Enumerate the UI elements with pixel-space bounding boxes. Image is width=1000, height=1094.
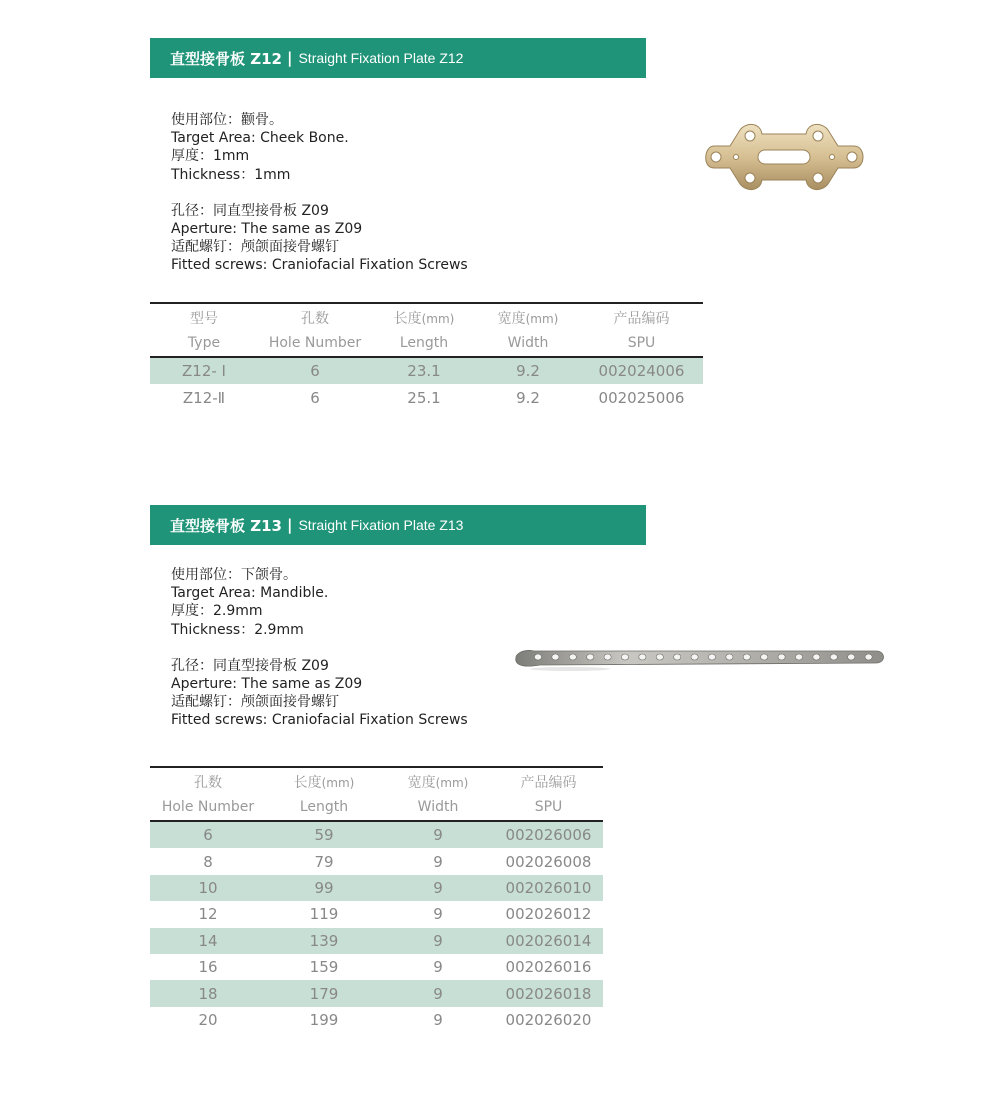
cell-width: 9 [433, 905, 443, 924]
header-en: Hole Number [161, 799, 255, 815]
desc-line: Target Area: Mandible. [171, 585, 329, 602]
table-row [150, 1007, 603, 1033]
header-en: Width [507, 335, 549, 351]
plate-hole [587, 654, 594, 660]
header-cn: 产品编码 [520, 775, 577, 791]
plate-hole [534, 654, 541, 660]
cell-width: 9 [433, 852, 443, 871]
cell-spu: 002026016 [505, 958, 592, 977]
cell-holes: 12 [198, 905, 218, 924]
spec-table-z13 [150, 766, 603, 1033]
section-banner-z13 [150, 505, 646, 545]
plate-hole [708, 654, 715, 660]
desc-line: Target Area: Cheek Bone. [171, 130, 349, 147]
table-row [150, 875, 603, 901]
cell-width: 9.2 [516, 388, 540, 407]
plate-hole [656, 654, 663, 660]
desc-line: 适配螺钉：颅颌面接骨螺钉 [171, 694, 339, 711]
plate-hole [830, 654, 837, 660]
desc-line: Thickness：1mm [171, 166, 291, 183]
cell-holes: 8 [203, 852, 213, 871]
column-header [266, 767, 382, 821]
desc-line: 使用部位：下颌骨。 [171, 567, 297, 583]
plate-hole [552, 654, 559, 660]
cell-holes: 6 [258, 357, 372, 384]
desc-line: 厚度：1mm [171, 148, 250, 165]
header-cn: 型号 [190, 311, 218, 327]
cell-spu: 002024006 [580, 357, 703, 384]
column-header [382, 767, 494, 821]
header-en: SPU [627, 335, 656, 351]
header-unit: (mm) [525, 312, 559, 326]
header-cn: 宽度 [407, 775, 436, 791]
desc-line: Aperture: The same as Z09 [171, 221, 363, 238]
table-row [150, 928, 603, 954]
column-header [150, 303, 258, 357]
plate-hole [743, 654, 750, 660]
cell-holes: 20 [198, 1010, 218, 1029]
table-row [150, 848, 603, 874]
cell-holes: 6 [150, 821, 266, 848]
header-cn: 长度 [293, 775, 322, 791]
table-row [150, 980, 603, 1006]
cell-spu: 002026006 [494, 821, 603, 848]
column-header [494, 767, 603, 821]
plate-hole [795, 654, 802, 660]
desc-line: 使用部位：颧骨。 [171, 112, 283, 128]
desc-spacer [171, 184, 468, 202]
header-unit: (mm) [321, 776, 355, 790]
cell-length: 79 [314, 852, 334, 871]
section-banner-z12 [150, 38, 646, 78]
table-row [150, 954, 603, 980]
plate-hole [813, 654, 820, 660]
cell-length: 23.1 [372, 357, 476, 384]
desc-spacer [171, 639, 468, 657]
column-header [150, 767, 266, 821]
cell-holes: 6 [310, 388, 320, 407]
plate-hole [848, 654, 855, 660]
plate-hole [674, 654, 681, 660]
table-row [150, 357, 703, 384]
desc-line: 厚度：2.9mm [171, 603, 263, 620]
banner-title-cn: 直型接骨板 Z13 [170, 516, 282, 535]
desc-line: 适配螺钉：颅颌面接骨螺钉 [171, 239, 339, 256]
desc-line: Fitted screws: Craniofacial Fixation Screws [171, 712, 468, 729]
product-description-z13 [171, 566, 468, 730]
plate-hole [865, 654, 872, 660]
plate-hole [761, 654, 768, 660]
desc-line: 孔径：同直型接骨板 Z09 [171, 657, 329, 674]
plate-hole [726, 654, 733, 660]
cell-holes: 10 [150, 875, 266, 901]
cell-length: 199 [309, 1010, 339, 1029]
column-header [372, 303, 476, 357]
cell-spu: 002026020 [505, 1010, 592, 1029]
plate-hole [604, 654, 611, 660]
cell-length: 179 [266, 980, 382, 1006]
column-header [580, 303, 703, 357]
cell-width: 9.2 [476, 357, 580, 384]
cell-type: Z12-Ⅱ [182, 388, 226, 407]
cell-holes: 14 [150, 928, 266, 954]
banner-separator: | [286, 516, 293, 534]
banner-title-cn: 直型接骨板 Z12 [170, 49, 282, 68]
header-unit: (mm) [421, 312, 455, 326]
header-en: Length [299, 799, 349, 815]
cell-spu: 002026014 [494, 928, 603, 954]
header-cn: 产品编码 [613, 311, 670, 327]
header-unit: (mm) [435, 776, 469, 790]
plate-hole [778, 654, 785, 660]
column-header [476, 303, 580, 357]
cell-length: 59 [266, 821, 382, 848]
banner-separator: | [286, 49, 293, 67]
cell-width: 9 [433, 958, 443, 977]
cell-width: 9 [382, 980, 494, 1006]
desc-line: Aperture: The same as Z09 [171, 676, 363, 693]
cell-spu: 002026010 [494, 875, 603, 901]
header-cn: 孔数 [301, 311, 329, 327]
cell-width: 9 [433, 1010, 443, 1029]
desc-line: Thickness：2.9mm [171, 621, 304, 638]
plate-hole [691, 654, 698, 660]
cell-length: 159 [309, 958, 339, 977]
cell-spu: 002025006 [598, 388, 685, 407]
banner-title-en: Straight Fixation Plate Z13 [298, 517, 464, 533]
cell-spu: 002026012 [505, 905, 592, 924]
cell-length: 119 [309, 905, 339, 924]
table-row [150, 821, 603, 848]
gold-fixation-plate-image [700, 122, 868, 194]
cell-holes: 16 [198, 958, 218, 977]
spec-table-z12 [150, 302, 703, 411]
cell-length: 99 [266, 875, 382, 901]
cell-length: 139 [266, 928, 382, 954]
cell-type: Z12- Ⅰ [150, 357, 258, 384]
plate-hole [639, 654, 646, 660]
header-cn: 孔数 [194, 775, 222, 791]
header-cn: 宽度 [497, 311, 526, 327]
plate-hole [569, 654, 576, 660]
column-header [258, 303, 372, 357]
header-en: Hole Number [268, 335, 362, 351]
desc-line: 孔径：同直型接骨板 Z09 [171, 202, 329, 219]
table-row [150, 384, 703, 410]
header-en: SPU [534, 799, 563, 815]
header-en: Type [187, 335, 221, 351]
cell-length: 25.1 [407, 388, 441, 407]
silver-straight-plate-image [510, 643, 888, 673]
desc-line: Fitted screws: Craniofacial Fixation Screws [171, 257, 468, 274]
cell-spu: 002026018 [494, 980, 603, 1006]
product-description-z12 [171, 111, 468, 275]
header-en: Width [417, 799, 459, 815]
plate-hole [621, 654, 628, 660]
cell-width: 9 [382, 875, 494, 901]
cell-width: 9 [382, 821, 494, 848]
cell-holes: 18 [150, 980, 266, 1006]
header-cn: 长度 [393, 311, 422, 327]
banner-title-en: Straight Fixation Plate Z12 [298, 50, 464, 66]
cell-spu: 002026008 [505, 852, 592, 871]
header-en: Length [399, 335, 449, 351]
table-row [150, 901, 603, 927]
cell-width: 9 [382, 928, 494, 954]
